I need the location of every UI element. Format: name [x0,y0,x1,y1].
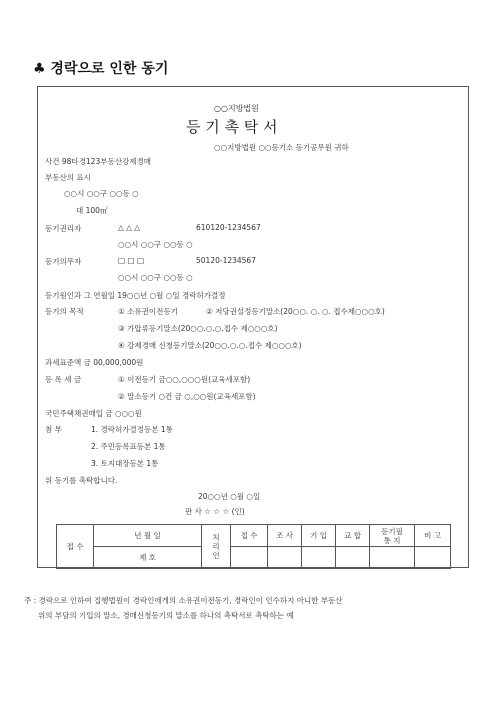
holder-label: 등기권리자 [45,224,82,233]
verify-header: 교 합 [336,525,370,547]
notice-header: 등기필 통 지 [370,525,415,547]
attachment-item-1: 1. 경락허가결정등본 1통 [91,425,173,434]
holder-name: △ △ △ [118,223,141,232]
form-title: 등 기 촉 탁 서 [186,118,278,136]
purpose-item-1: ① 소유권이전등기 [118,307,178,316]
notice-cell [370,547,415,569]
property-label: 부동산의 표시 [45,173,91,182]
housing-bond: 국민주택채권매입 금 ○○○원 [45,409,142,418]
court-name: ○○지방법원 [214,104,259,113]
review-header: 조 사 [268,525,302,547]
obligor-id: 50120-1234567 [196,256,256,265]
attachment-label: 첨 부 [45,425,62,434]
closing-sentence: 위 등기를 촉탁합니다. [45,476,118,485]
registration-tax-item-2: ② 말소등기 ○건 금 ○,○○원(교육세포함) [118,392,256,401]
receipt-number-cell: 제 호 [94,547,202,569]
entry-cell [302,547,336,569]
processor-header: 처 리 인 [202,525,231,569]
processing-table [56,524,451,569]
review-cell [268,547,302,569]
attachment-item-2: 2. 주민등록표등본 1통 [91,442,166,451]
obligor-label: 등기의무자 [45,257,82,266]
footnote-line-1: 주 : 경락으로 인하여 집행법원이 경락인에게의 소유권이전등기, 경락인이 인수하지 아니한 부동산 [24,596,343,605]
receipt-date-cell: 년 월 일 [94,525,202,547]
footnote-line-2: 위의 부담의 기입의 말소, 경매신청등기의 말소를 하나의 촉탁서로 촉탁하는 예 [38,611,294,620]
property-area: 대 100㎡ [76,206,108,215]
purpose-label: 등기의 목적 [45,307,84,316]
holder-address: ○○시 ○○구 ○○동 ○ [118,240,193,249]
receipt-header: 접 수 [57,525,94,569]
registration-tax-label: 등 록 세 금 [45,375,82,384]
addressee: ○○지방법원 ○○등기소 등기공무원 귀하 [214,143,349,152]
document-date: 20○○년 ○월 ○일 [198,492,261,501]
property-address: ○○시 ○○구 ○○동 ○ [64,189,139,198]
purpose-item-2: ② 저당권설정등기말소(20○○. ○. ○. 접수제○○○호) [206,307,385,316]
receipt2-cell [231,547,268,569]
holder-id: 610120-1234567 [196,223,261,232]
purpose-item-4: ④ 강제경매 신청등기말소(20○○.○.○.접수 제○○○호) [118,341,302,350]
verify-cell [336,547,370,569]
remarks-header: 비 고 [415,525,451,547]
judge-signature: 판 사 ☆ ☆ ☆ (인) [185,507,245,516]
case-number: 사건 98타경123부동산강제경매 [45,157,151,166]
registration-tax-item-1: ① 이전등기 금○○,○○○원(교육세포함) [118,375,251,384]
purpose-item-3: ③ 가압류등기말소(20○○.○.○.접수 제○○○호) [118,324,278,333]
obligor-name: □ □ □ [118,256,145,265]
receipt2-header: 접 수 [231,525,268,547]
entry-header: 기 입 [302,525,336,547]
obligor-address: ○○시 ○○구 ○○동 ○ [118,273,193,282]
remarks-cell [415,547,451,569]
attachment-item-3: 3. 토지대장등본 1통 [91,459,159,468]
tax-base: 과세표준액 금 00,000,000원 [45,358,144,367]
registration-cause: 등기원인과 그 연월일 19○○년 ○월 ○일 경락허가결정 [45,291,226,300]
page-heading: ♣ 경락으로 인한 동기 [33,61,169,77]
